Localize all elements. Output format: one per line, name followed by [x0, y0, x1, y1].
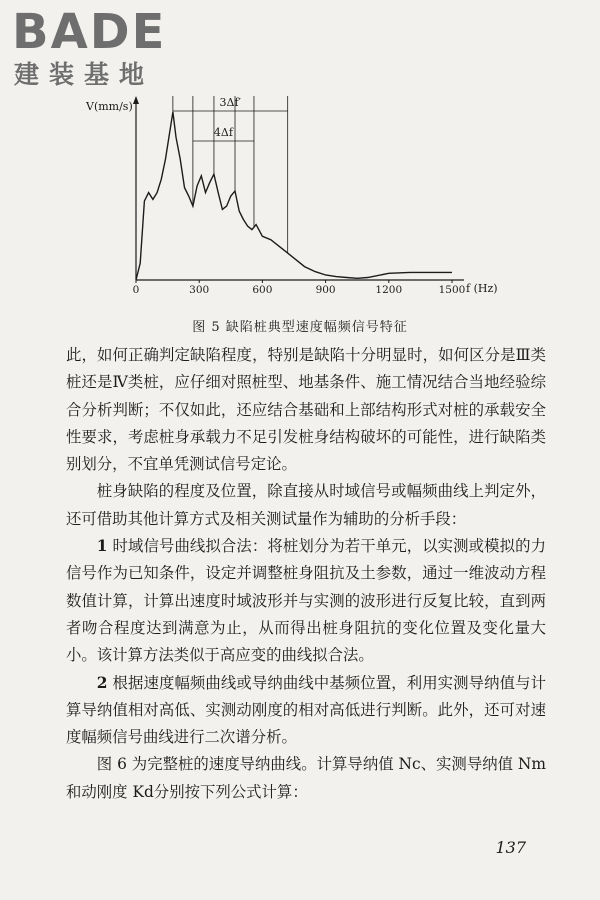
x-tick-label: 900: [315, 284, 336, 296]
paragraph: [66, 478, 546, 533]
x-tick-label: 1200: [375, 284, 403, 296]
y-axis-arrow: [133, 96, 139, 104]
page-number: 137: [495, 838, 526, 857]
annotation-3df: 3Δf′: [219, 96, 242, 109]
paragraph-text: 图 6 为完整桩的速度导纳曲线。计算导纳值 Nc、实测导纳值 Nm和动刚度 Kd分别按下列公式计算：: [66, 755, 546, 801]
x-tick-label: 1500: [438, 284, 466, 296]
x-tick-label: 0: [132, 284, 140, 296]
item-number: 2: [96, 673, 108, 692]
logo-text: BADE: [12, 4, 167, 60]
spectrum-chart: [84, 84, 498, 299]
item-number: 1: [96, 537, 108, 556]
paragraph-text: 此，如何正确判定缺陷程度，特别是缺陷十分明显时，如何区分是Ⅲ类桩还是Ⅳ类桩，应仔细对照桩型、地基条件、施工情况结合当地经验综合分析判断；不仅如此，还应结合基础和上部结构形式对桩的承载安全性要求，考虑桩身承载力不足引发桩身结构破坏的可能性，进行缺陷类别划分，不宜单凭测试信号定论。: [66, 346, 546, 474]
paragraph-text: 桩身缺陷的程度及位置，除直接从时域信号或幅频曲线上判定外，还可借助其他计算方式及相关测试量作为辅助的分析手段：: [66, 482, 546, 528]
body-text: [66, 342, 546, 806]
x-axis-label: f (Hz): [466, 282, 498, 295]
paragraph-text: 时域信号曲线拟合法：将桩划分为若干单元，以实测或模拟的力信号作为已知条件，设定并调整桩身阻抗及土参数，通过一维波动方程数值计算，计算出速度时域波形并与实测的波形进行反复比较，直到两者吻合程度达到满意为止，从而得出桩身阻抗的变化位置及变化量大小。该计算方法类似于高应变的曲线拟合法。: [66, 537, 546, 665]
x-tick-label: 600: [252, 284, 273, 296]
annotation-4df: 4Δf: [213, 126, 233, 139]
paragraph-text: 根据速度幅频曲线或导纳曲线中基频位置，利用实测导纳值与计算导纳值相对高低、实测动刚度的相对高低进行判断。此外，还可对速度幅频信号曲线进行二次谱分析。: [66, 673, 546, 747]
figure-caption: 图 5 缺陷桩典型速度幅频信号特征: [192, 320, 408, 335]
paragraph: [66, 670, 546, 752]
paragraph: [66, 751, 546, 806]
x-tick-label: 300: [189, 284, 210, 296]
logo-subtext: 建装基地: [14, 60, 155, 89]
watermark-logo: [6, 4, 181, 94]
paragraph: [66, 533, 546, 669]
y-axis-label: V(mm/s): [86, 100, 133, 113]
paragraph: [66, 342, 546, 478]
series-line: [136, 112, 452, 280]
